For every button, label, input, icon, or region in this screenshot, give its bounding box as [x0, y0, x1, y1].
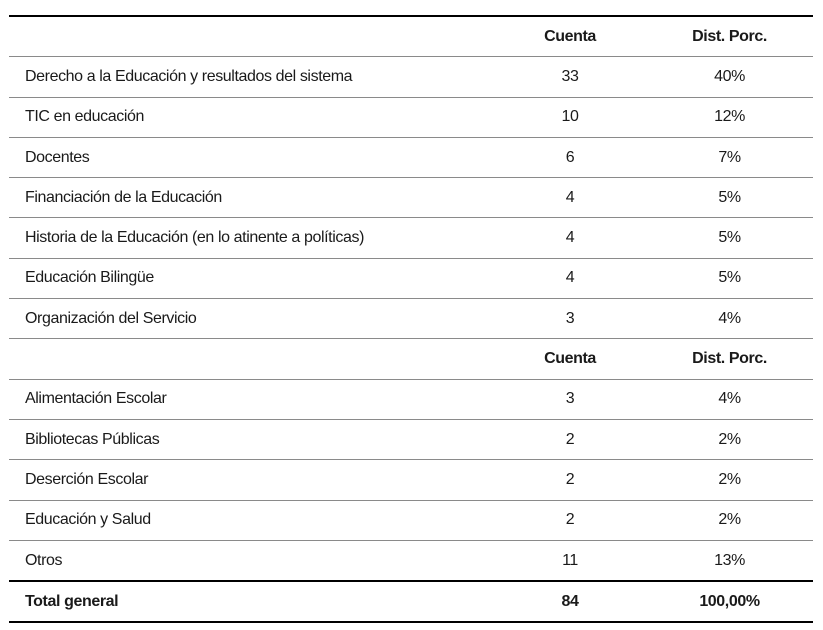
cell-category: TIC en educación [25, 108, 145, 126]
cell-count: 4 [565, 229, 575, 247]
cell-percent: 12% [714, 108, 745, 126]
cell-count: 3 [565, 309, 575, 327]
cell-percent: 40% [714, 67, 745, 85]
table-row [9, 98, 813, 138]
cell-percent: 5% [718, 269, 741, 287]
cell-category: Derecho a la Educación y resultados del sistema [25, 67, 353, 85]
cell-count: 2 [565, 511, 575, 529]
header-count: Cuenta [544, 27, 596, 45]
cell-percent: 5% [718, 229, 741, 247]
table-row [9, 218, 813, 258]
cell-category: Organización del Servicio [25, 309, 197, 327]
cell-count: 84 [561, 592, 579, 610]
cell-count: 2 [565, 430, 575, 448]
table-row [9, 460, 813, 500]
cell-count: 2 [565, 470, 575, 488]
cell-count: 4 [565, 188, 575, 206]
total-row [9, 582, 813, 623]
cell-percent: 2% [718, 470, 741, 488]
cell-category: Educación y Salud [25, 511, 151, 529]
cell-category: Otros [25, 551, 63, 569]
cell-percent: 5% [718, 188, 741, 206]
cell-percent: 100,00% [699, 592, 760, 610]
cell-percent: 2% [718, 430, 741, 448]
table-row [9, 57, 813, 97]
cell-category: Financiación de la Educación [25, 188, 222, 206]
table-row [9, 299, 813, 339]
header-percent: Dist. Porc. [692, 350, 767, 368]
table-row [9, 138, 813, 178]
cell-count: 33 [561, 67, 579, 85]
cell-category: Deserción Escolar [25, 470, 149, 488]
cell-category: Docentes [25, 148, 90, 166]
cell-percent: 2% [718, 511, 741, 529]
cell-category: Total general [25, 592, 119, 610]
table-row [9, 380, 813, 420]
table-row [9, 420, 813, 460]
cell-category: Educación Bilingüe [25, 269, 154, 287]
header-row [9, 339, 813, 379]
table-row [9, 259, 813, 299]
cell-count: 10 [561, 108, 579, 126]
table-row [9, 501, 813, 541]
cell-count: 6 [565, 148, 575, 166]
cell-category: Bibliotecas Públicas [25, 430, 160, 448]
cell-percent: 4% [718, 309, 741, 327]
cell-percent: 7% [718, 148, 741, 166]
cell-count: 11 [562, 551, 578, 569]
cell-category: Historia de la Educación (en lo atinente a políticas) [25, 229, 365, 247]
data-table [9, 15, 813, 623]
cell-count: 3 [565, 390, 575, 408]
table-row [9, 178, 813, 218]
cell-percent: 13% [714, 551, 745, 569]
cell-category: Alimentación Escolar [25, 390, 167, 408]
header-count: Cuenta [544, 350, 596, 368]
table-row [9, 541, 813, 582]
cell-count: 4 [565, 269, 575, 287]
cell-percent: 4% [718, 390, 741, 408]
header-percent: Dist. Porc. [692, 27, 767, 45]
header-row [9, 17, 813, 57]
